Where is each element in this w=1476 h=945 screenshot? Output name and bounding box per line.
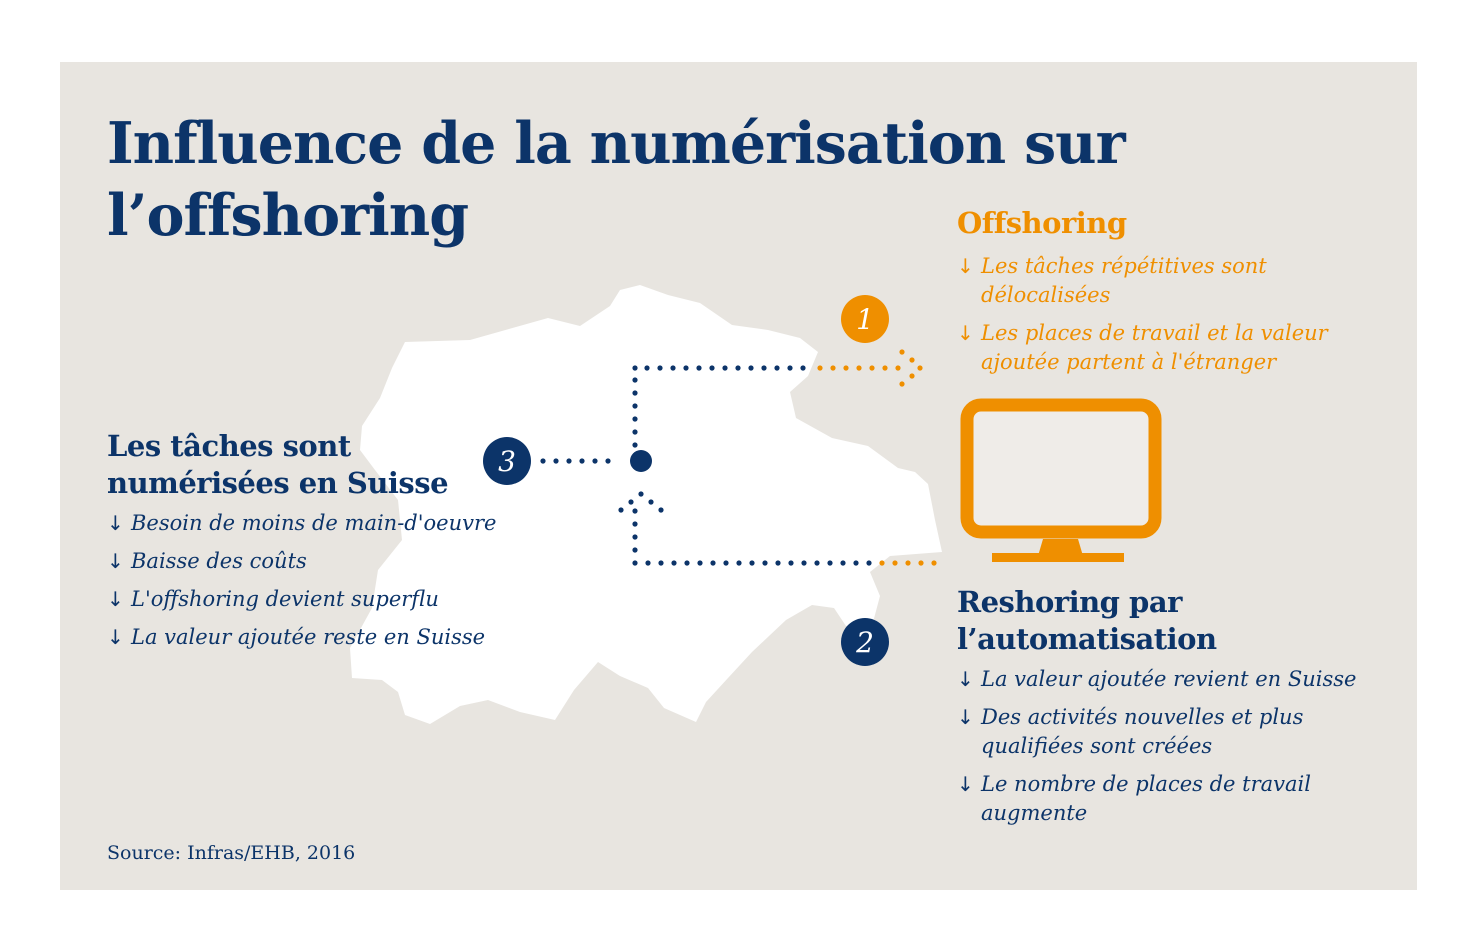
badge-2-number: 2 [856, 626, 874, 659]
offshoring-list [957, 252, 1377, 386]
list-item-text: Les places de travail et la valeur ajoutée partent à l'étranger [981, 321, 1328, 374]
junction-dot [630, 450, 652, 472]
badge-1 [841, 295, 889, 343]
arrow-down-icon: ↓ [107, 587, 124, 611]
list-item [957, 252, 1377, 310]
list-item [957, 319, 1377, 377]
list-item [957, 665, 1377, 694]
badge-2 [841, 618, 889, 666]
list-item-text: La valeur ajoutée revient en Suisse [981, 667, 1357, 691]
source-note: Source: Infras/EHB, 2016 [107, 842, 356, 864]
list-item-text: Besoin de moins de main-d'oeuvre [131, 511, 497, 535]
list-item-text: Les tâches répétitives sont délocalisées [981, 254, 1267, 307]
arrow-down-icon: ↓ [957, 254, 974, 278]
arrow-down-icon: ↓ [957, 321, 974, 345]
list-item-text: Baisse des coûts [131, 549, 307, 573]
list-item-text: Le nombre de places de travail augmente [981, 772, 1311, 825]
arrow-down-icon: ↓ [957, 705, 974, 729]
arrow-down-icon: ↓ [957, 772, 974, 796]
list-item [957, 770, 1377, 828]
arrow-down-icon: ↓ [107, 549, 124, 573]
digitized-list [107, 509, 567, 661]
computer-monitor-icon [967, 405, 1155, 562]
page-title: Influence de la numérisation sur l’offshoring [107, 110, 1125, 249]
arrow-down-icon: ↓ [107, 625, 124, 649]
list-item [107, 509, 567, 538]
list-item-text: L'offshoring devient superflu [131, 587, 439, 611]
list-item-text: La valeur ajoutée reste en Suisse [131, 625, 486, 649]
badge-3 [483, 437, 531, 485]
list-item [957, 703, 1377, 761]
badge-1-number: 1 [856, 303, 874, 336]
reshoring-list [957, 665, 1377, 837]
digitized-heading: Les tâches sont numérisées en Suisse [107, 429, 449, 500]
list-item [107, 585, 567, 614]
list-item [107, 623, 567, 652]
offshoring-heading: Offshoring [957, 206, 1127, 240]
arrow-down-icon: ↓ [107, 511, 124, 535]
reshoring-heading: Reshoring par l’automatisation [957, 585, 1217, 656]
badge-3-number: 3 [498, 445, 516, 478]
list-item [107, 547, 567, 576]
list-item-text: Des activités nouvelles et plus qualifiées sont créées [981, 705, 1304, 758]
arrow-down-icon: ↓ [957, 667, 974, 691]
